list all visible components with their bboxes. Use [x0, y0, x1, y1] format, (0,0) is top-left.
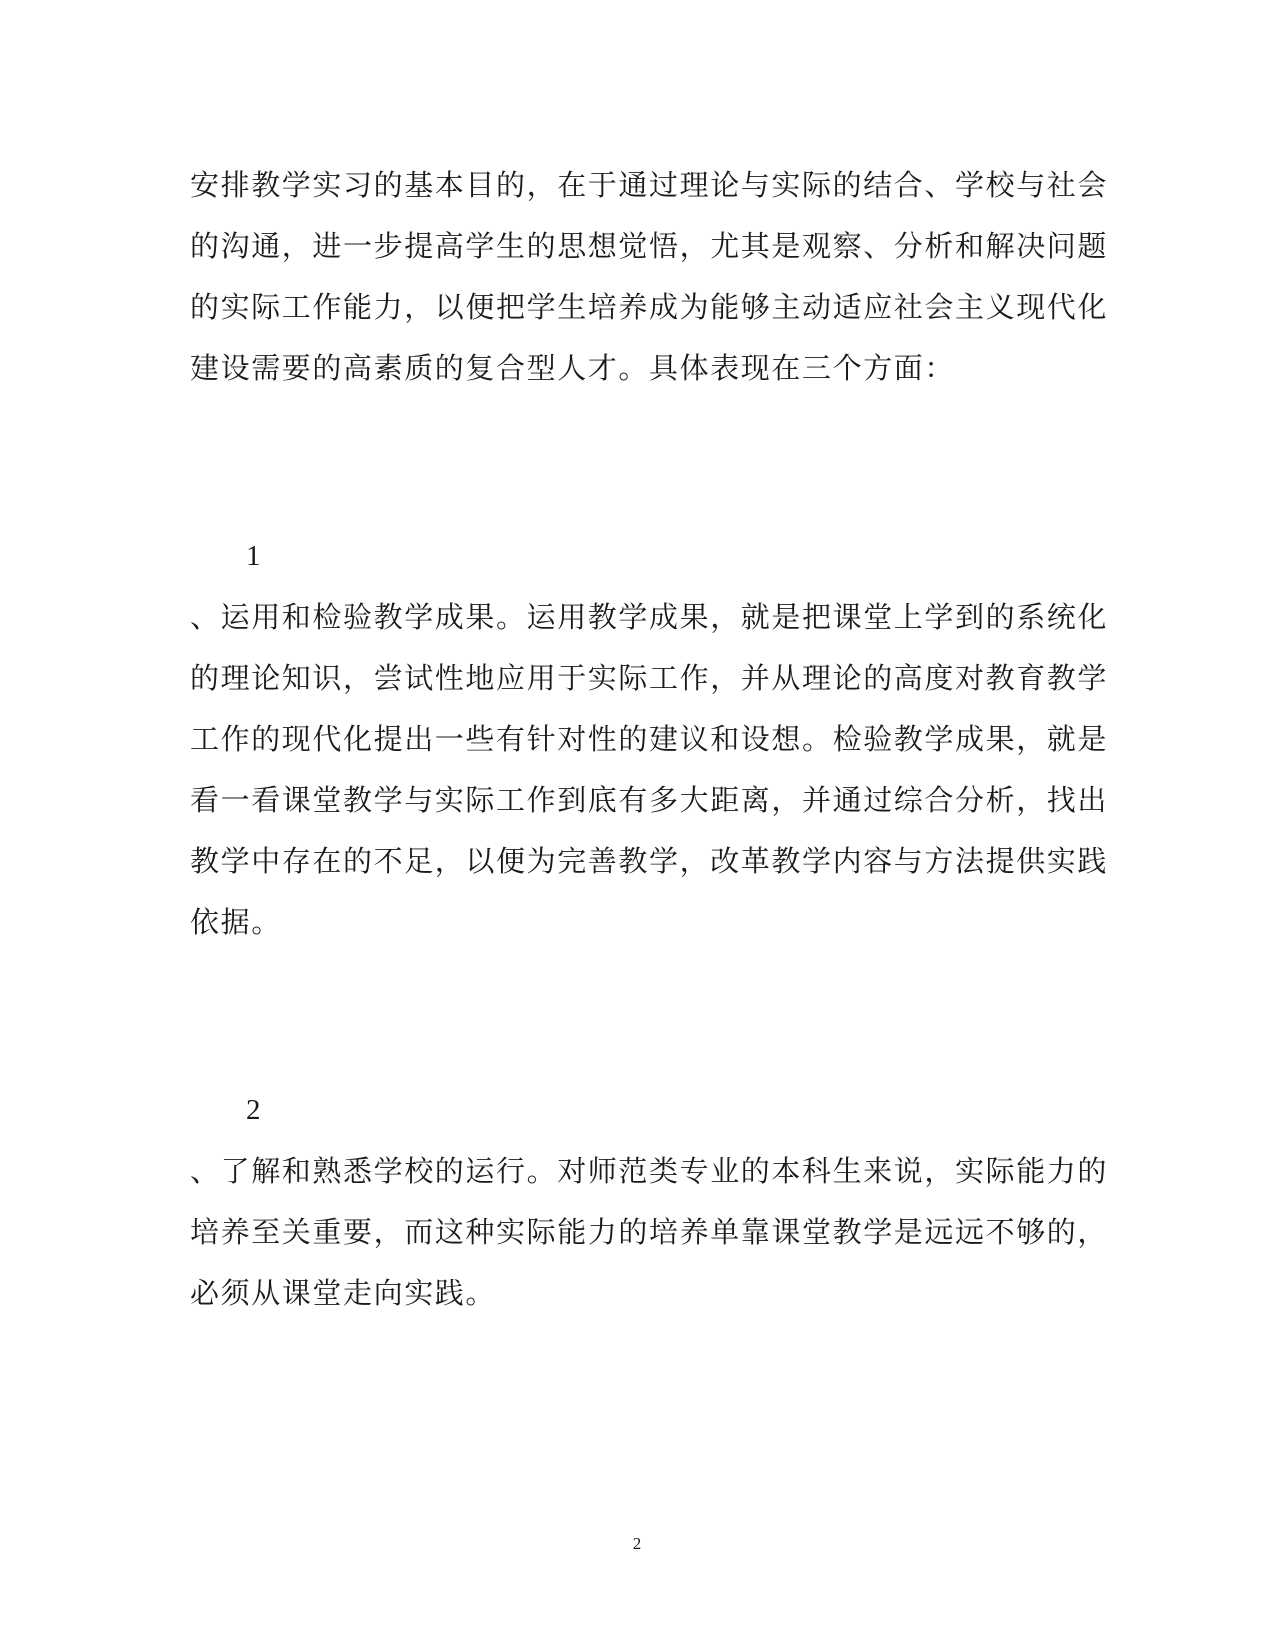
text-line: 安排教学实习的基本目的，在于通过理论与实际的结合、学校与社会: [190, 168, 1109, 202]
item-number: 2: [246, 1094, 261, 1126]
text-line: 的理论知识，尝试性地应用于实际工作，并从理论的高度对教育教学: [190, 661, 1109, 695]
text-line: 的实际工作能力，以便把学生培养成为能够主动适应社会主义现代化: [190, 290, 1109, 324]
text-line: 、运用和检验教学成果。运用教学成果，就是把课堂上学到的系统化: [190, 600, 1109, 634]
text-line: 工作的现代化提出一些有针对性的建议和设想。检验教学成果，就是: [190, 722, 1109, 756]
text-line: 建设需要的高素质的复合型人才。具体表现在三个方面：: [190, 351, 956, 385]
text-line: 教学中存在的不足，以便为完善教学，改革教学内容与方法提供实践: [190, 844, 1109, 878]
text-line: 依据。: [190, 905, 282, 939]
text-line: 、了解和熟悉学校的运行。对师范类专业的本科生来说，实际能力的: [190, 1154, 1109, 1188]
page-number: 2: [632, 1534, 642, 1553]
text-line: 必须从课堂走向实践。: [190, 1276, 497, 1310]
text-line: 看一看课堂教学与实际工作到底有多大距离，并通过综合分析，找出: [190, 783, 1109, 817]
text-line: 的沟通，进一步提高学生的思想觉悟，尤其是观察、分析和解决问题: [190, 229, 1109, 263]
item-number: 1: [246, 540, 261, 572]
text-line: 培养至关重要，而这种实际能力的培养单靠课堂教学是远远不够的，: [190, 1215, 1109, 1249]
